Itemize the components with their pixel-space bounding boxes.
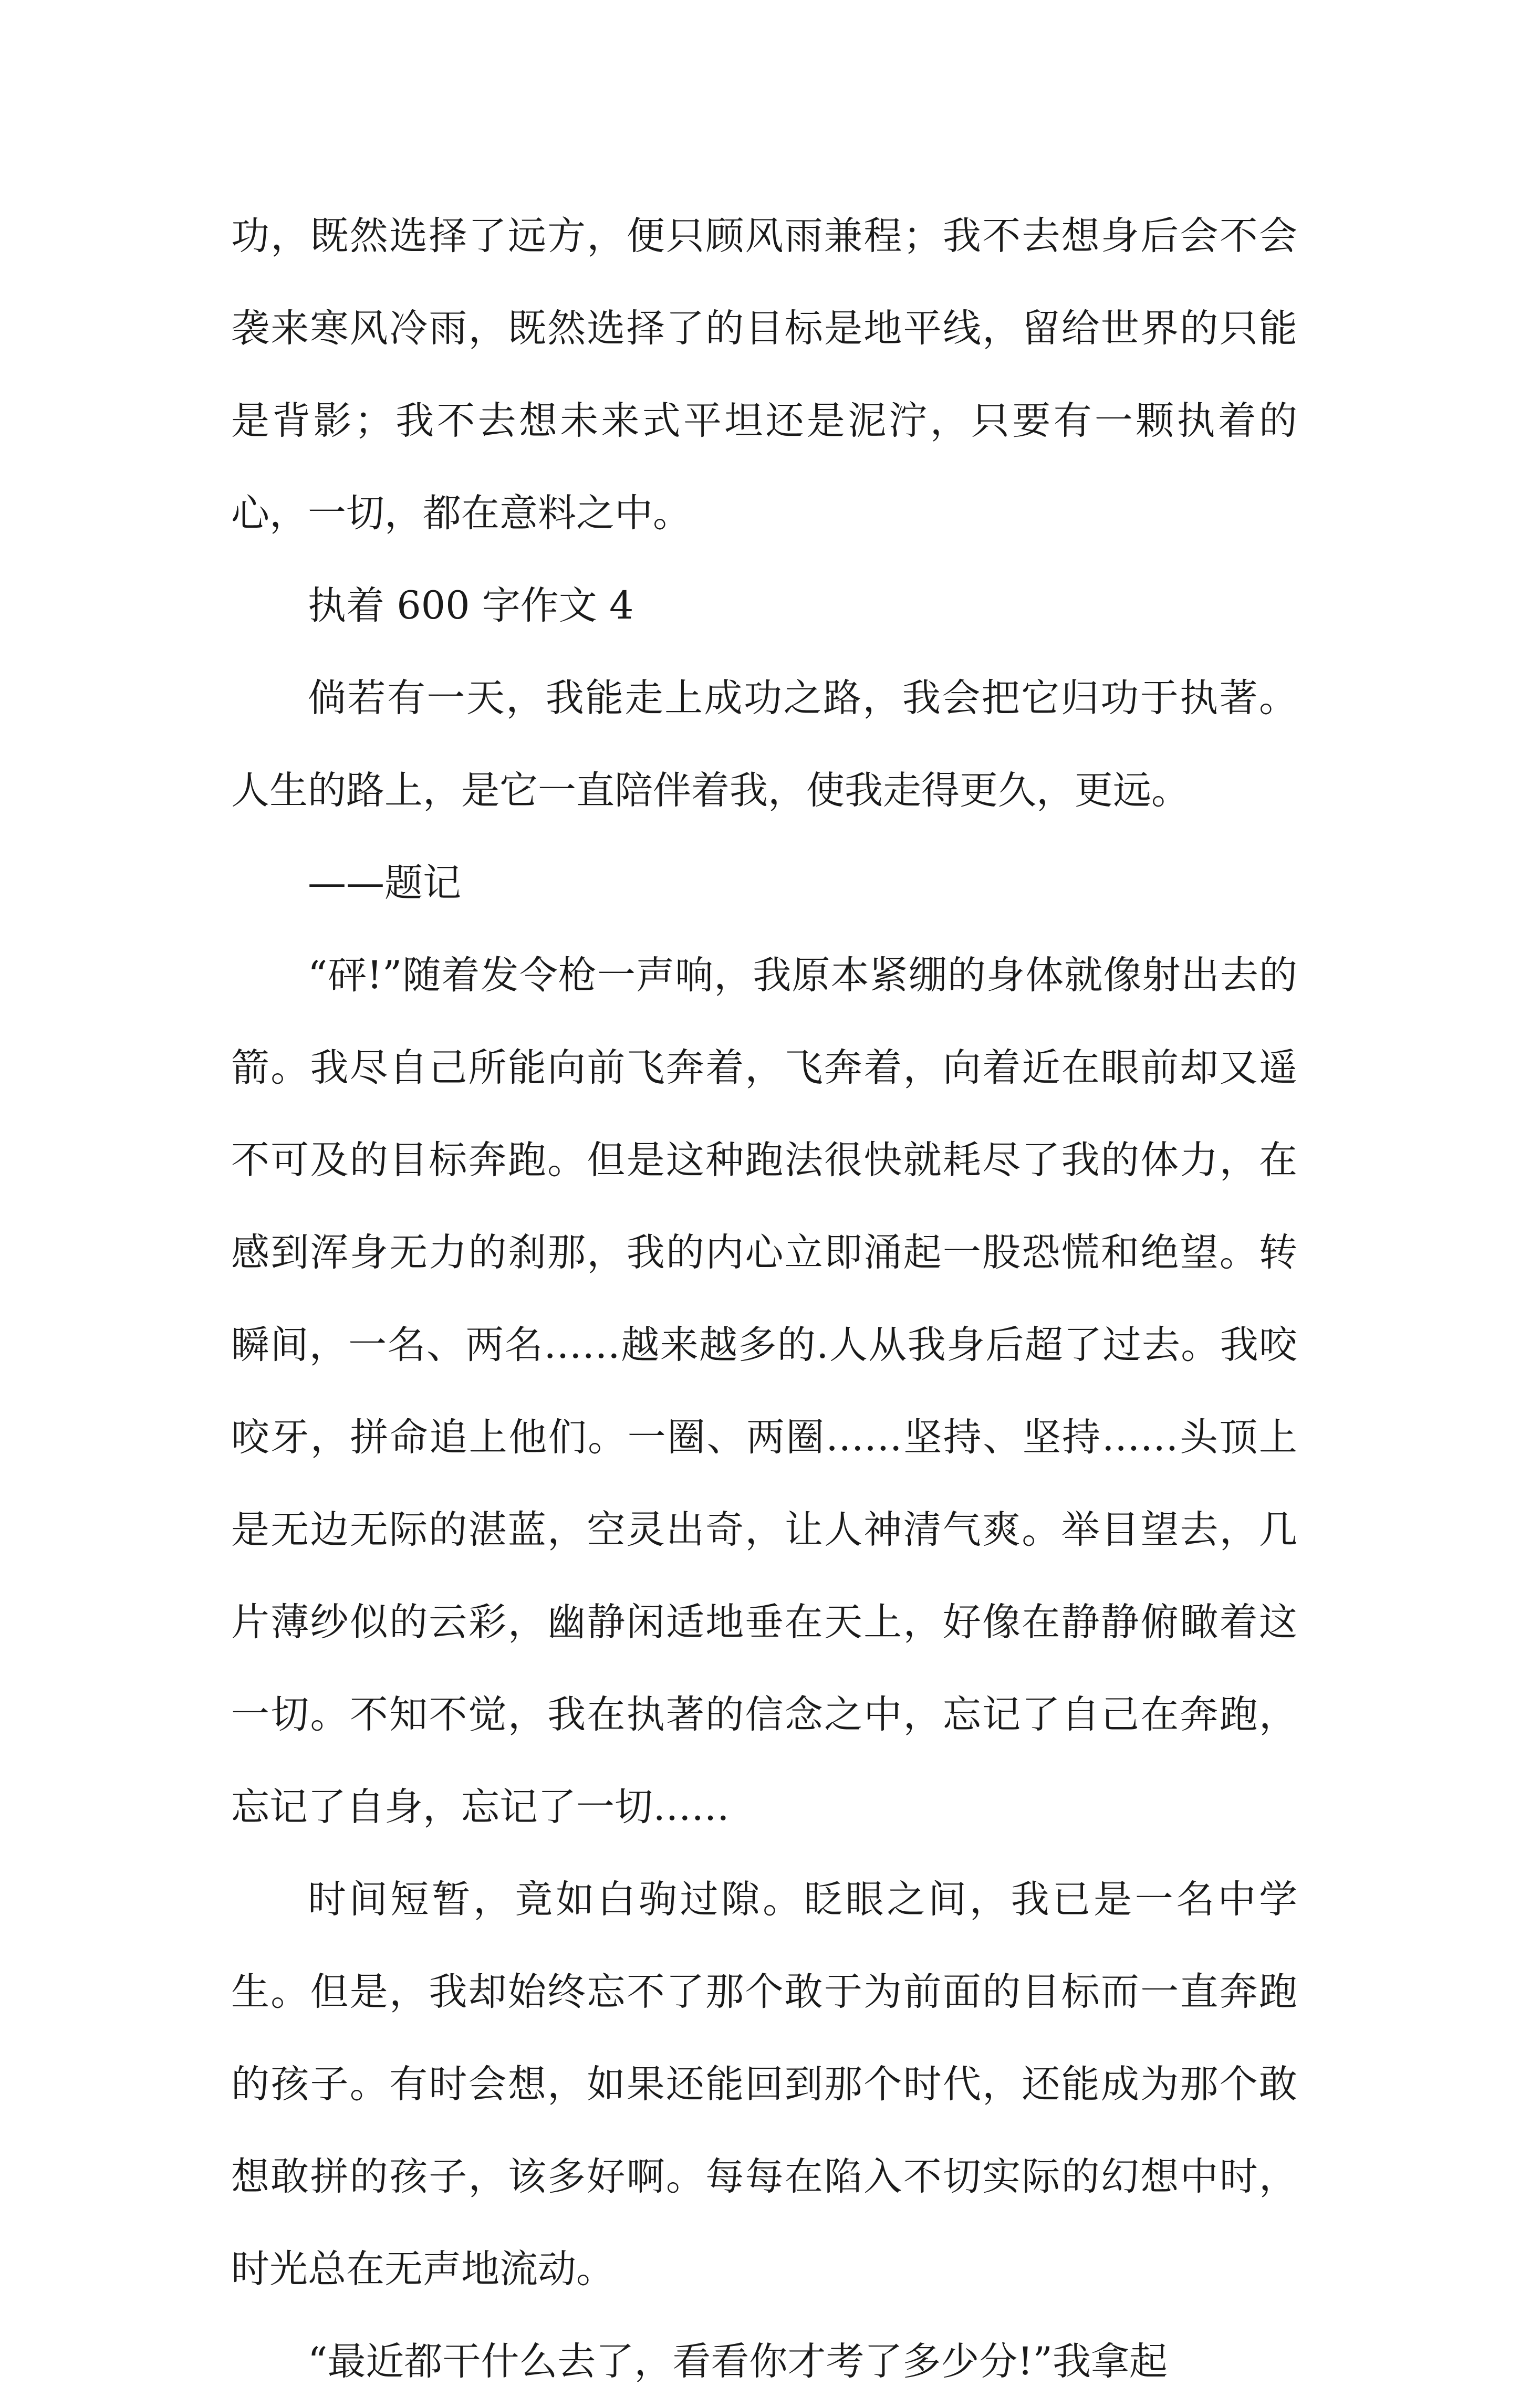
paragraph-intro: 倘若有一天，我能走上成功之路，我会把它归功于执著。人生的路上，是它一直陪伴着我，使我走得更久，更远。 [231, 676, 1297, 813]
paragraph-race: “砰!”随着发令枪一声响，我原本紧绷的身体就像射出去的箭。我尽自己所能向前飞奔着，飞奔着，向着近在眼前却又遥不可及的目标奔跑。但是这种跑法很快就耗尽了我的体力，在感到浑身无力的刹那，我的内心立即涌起一股恐慌和绝望。转瞬间，一名、两名……越来越多的.人从我身后超了过去。我咬咬牙，拼命追上他们。一圈、两圈……坚持、坚持……头顶上是无边无际的湛蓝，空灵出奇，让人神清气爽。举目望去，几片薄纱似的云彩，幽静闲适地垂在天上，好像在静静俯瞰着这一切。不知不觉，我在执著的信念之中，忘记了自己在奔跑，忘记了自身，忘记了一切…… [231, 953, 1297, 1829]
essay-body [231, 190, 1297, 2408]
paragraph-dialogue: “最近都干什么去了，看看你才考了多少分!”我拿起 [308, 2339, 1168, 2384]
paragraph-epigraph-attribution: ——题记 [308, 861, 461, 905]
paragraph-time: 时间短暂，竟如白驹过隙。眨眼之间，我已是一名中学生。但是，我却始终忘不了那个敢于为前面的目标而一直奔跑的孩子。有时会想，如果还能回到那个时代，还能成为那个敢想敢拼的孩子，该多好啊。每每在陷入不切实际的幻想中时，时光总在无声地流动。 [231, 1877, 1297, 2291]
section-heading: 执着 600 字作文 4 [308, 583, 634, 628]
paragraph-continuation: 功，既然选择了远方，便只顾风雨兼程；我不去想身后会不会袭来寒风冷雨，既然选择了的目标是地平线，留给世界的只能是背影；我不去想未来式平坦还是泥泞，只要有一颗执着的心，一切，都在意料之中。 [231, 214, 1297, 536]
